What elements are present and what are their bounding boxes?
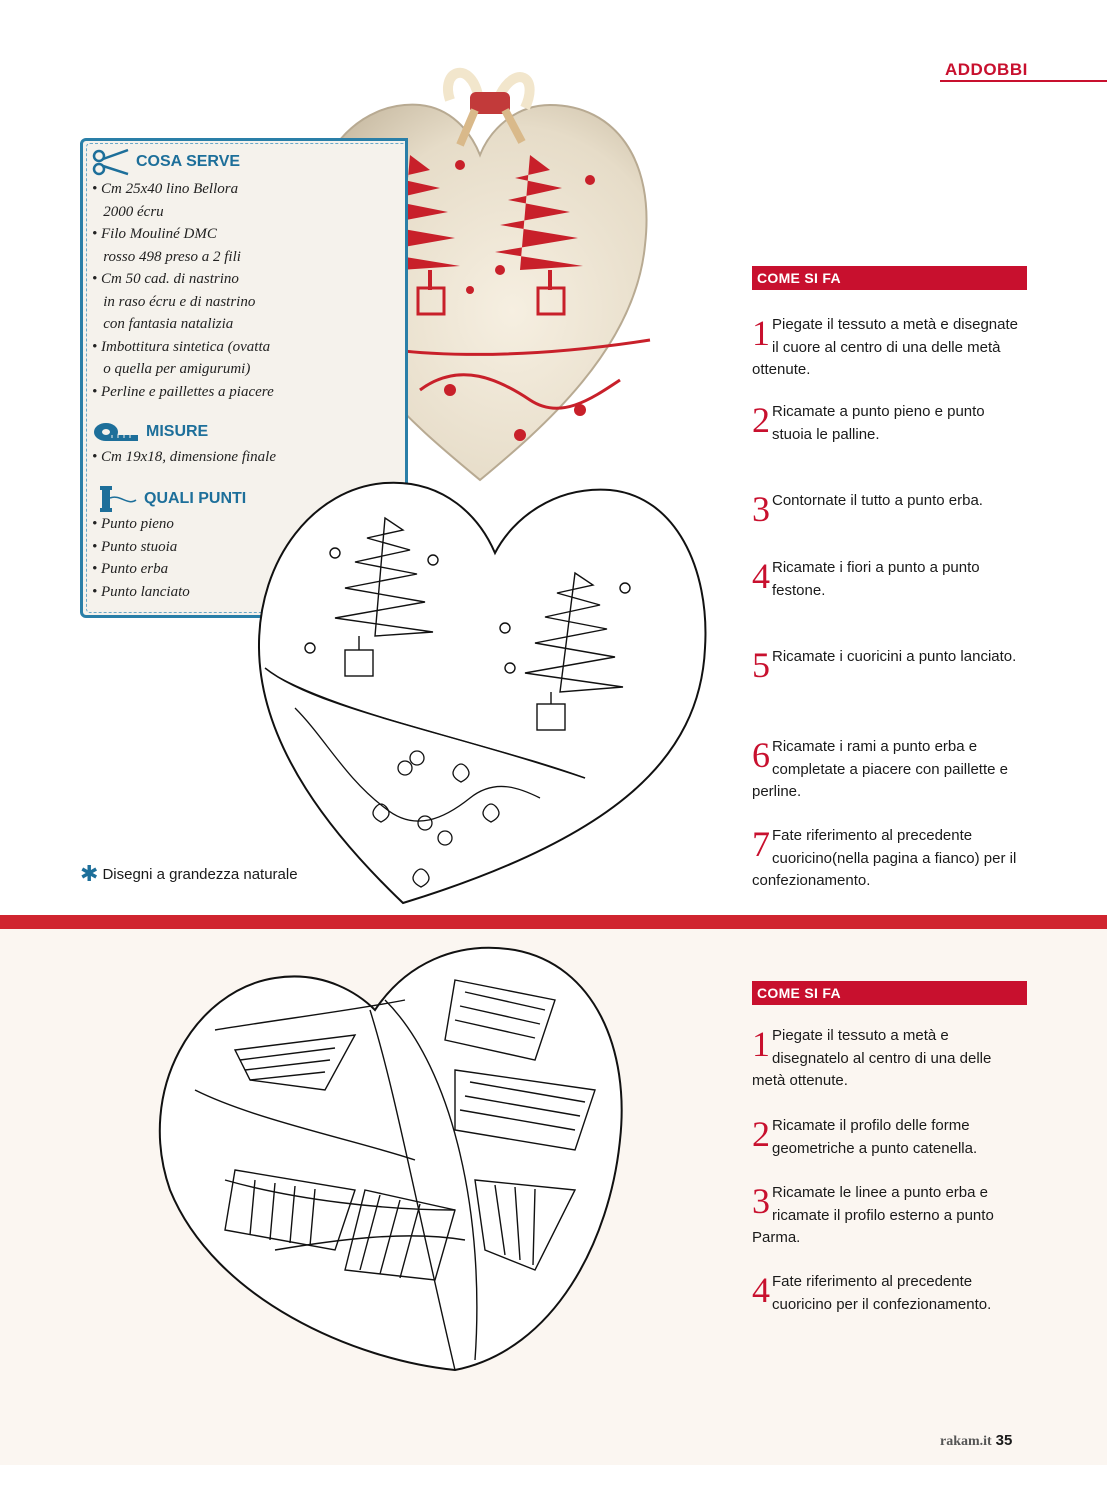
howto1-step-5 — [752, 645, 1028, 685]
cosa-serve-title: COSA SERVE — [136, 153, 241, 170]
list-item: • Cm 19x18, dimensione finale — [92, 449, 276, 465]
quali-punti-heading — [98, 484, 246, 514]
site-name: rakam.it — [940, 1434, 992, 1449]
howto1-step-3 — [752, 489, 1028, 529]
list-item: • Cm 50 cad. di nastrino — [92, 271, 239, 287]
quali-punti-list — [92, 513, 190, 603]
howto2-header-rule — [752, 1004, 1027, 1005]
pattern-heart-trees — [255, 478, 715, 908]
howto1-header: COME SI FA — [752, 266, 1027, 290]
step-text: Contornate il tutto a punto erba. — [772, 492, 983, 509]
page-footer — [940, 1432, 1012, 1450]
thread-spool-icon — [98, 484, 138, 514]
step-text: Ricamate i fiori a punto a punto festone. — [772, 559, 980, 599]
list-item: • Punto erba — [92, 561, 169, 577]
step-text: Ricamate a punto pieno e punto stuoia le palline. — [772, 403, 985, 443]
quali-punti-title: QUALI PUNTI — [144, 490, 247, 507]
section-tag: ADDOBBI — [945, 60, 1028, 79]
list-item: • Punto pieno — [92, 516, 174, 532]
howto2-step-2 — [752, 1115, 1028, 1160]
list-item: con fantasia natalizia — [92, 316, 234, 332]
step-text: Ricamate i rami a punto erba e completate a piacere con paillette e perline. — [752, 738, 1008, 800]
howto2-step-1 — [752, 1025, 1028, 1093]
step-text: Ricamate i cuoricini a punto lanciato. — [772, 648, 1017, 665]
list-item: 2000 écru — [92, 203, 164, 220]
list-item: in raso écru e di nastrino — [92, 293, 256, 310]
howto2-header: COME SI FA — [752, 981, 1027, 1005]
howto1-step-7 — [752, 825, 1028, 893]
pattern-heart-geometric — [155, 940, 635, 1380]
step-text: Fate riferimento al precedente cuoricino(nella pagina a fianco) per il confezionamento. — [752, 827, 1017, 889]
step-text: Ricamate il profilo delle forme geometriche a punto catenella. — [772, 1117, 978, 1157]
howto1-step-2 — [752, 401, 1028, 446]
step-number: 1 — [752, 1024, 770, 1064]
step-text: Ricamate le linee a punto erba e ricamate il profilo esterno a punto Parma. — [752, 1184, 994, 1246]
cosa-serve-heading — [92, 148, 240, 176]
list-item: • Cm 25x40 lino Bellora — [92, 181, 239, 197]
flower-icon: ✱ — [80, 861, 99, 886]
list-item: • Punto lanciato — [92, 583, 190, 600]
howto2-step-3 — [752, 1182, 1028, 1250]
step-number: 2 — [752, 400, 770, 440]
misure-title: MISURE — [146, 423, 209, 440]
howto1-step-1 — [752, 314, 1028, 382]
howto1-step-6 — [752, 736, 1028, 804]
step-number: 7 — [752, 824, 770, 864]
scissors-icon — [92, 148, 130, 176]
misure-list — [92, 446, 276, 469]
step-text: Fate riferimento al precedente cuoricino per il confezionamento. — [772, 1273, 992, 1313]
step-number: 5 — [752, 645, 770, 685]
step-number: 2 — [752, 1114, 770, 1154]
misure-heading — [92, 420, 208, 444]
step-number: 3 — [752, 489, 770, 529]
step-number: 6 — [752, 735, 770, 775]
page-number: 35 — [995, 1432, 1013, 1449]
step-number: 3 — [752, 1181, 770, 1221]
section-rule — [940, 80, 1107, 82]
step-number: 4 — [752, 1270, 770, 1310]
list-item: • Perline e paillettes a piacere — [92, 383, 274, 400]
cosa-serve-list — [92, 178, 274, 403]
section-divider — [0, 915, 1107, 929]
caption-text: Disegni a grandezza naturale — [102, 865, 298, 883]
list-item: • Punto stuoia — [92, 538, 178, 555]
list-item: • Filo Mouliné DMC — [92, 226, 217, 242]
tape-measure-icon — [92, 420, 140, 444]
list-item: • Imbottitura sintetica (ovatta — [92, 338, 271, 355]
list-item: rosso 498 preso a 2 fili — [92, 248, 241, 265]
howto1-header-rule — [752, 289, 1027, 290]
list-item: o quella per amigurumi) — [92, 361, 251, 377]
caption — [80, 861, 298, 886]
howto2-step-4 — [752, 1271, 1028, 1316]
howto1-step-4 — [752, 557, 1028, 602]
step-text: Piegate il tessuto a metà e disegnate il cuore al centro di una delle metà ottenute. — [752, 316, 1018, 378]
step-number: 1 — [752, 313, 770, 353]
step-text: Piegate il tessuto a metà e disegnatelo al centro di una delle metà ottenute. — [752, 1027, 992, 1089]
step-number: 4 — [752, 556, 770, 596]
